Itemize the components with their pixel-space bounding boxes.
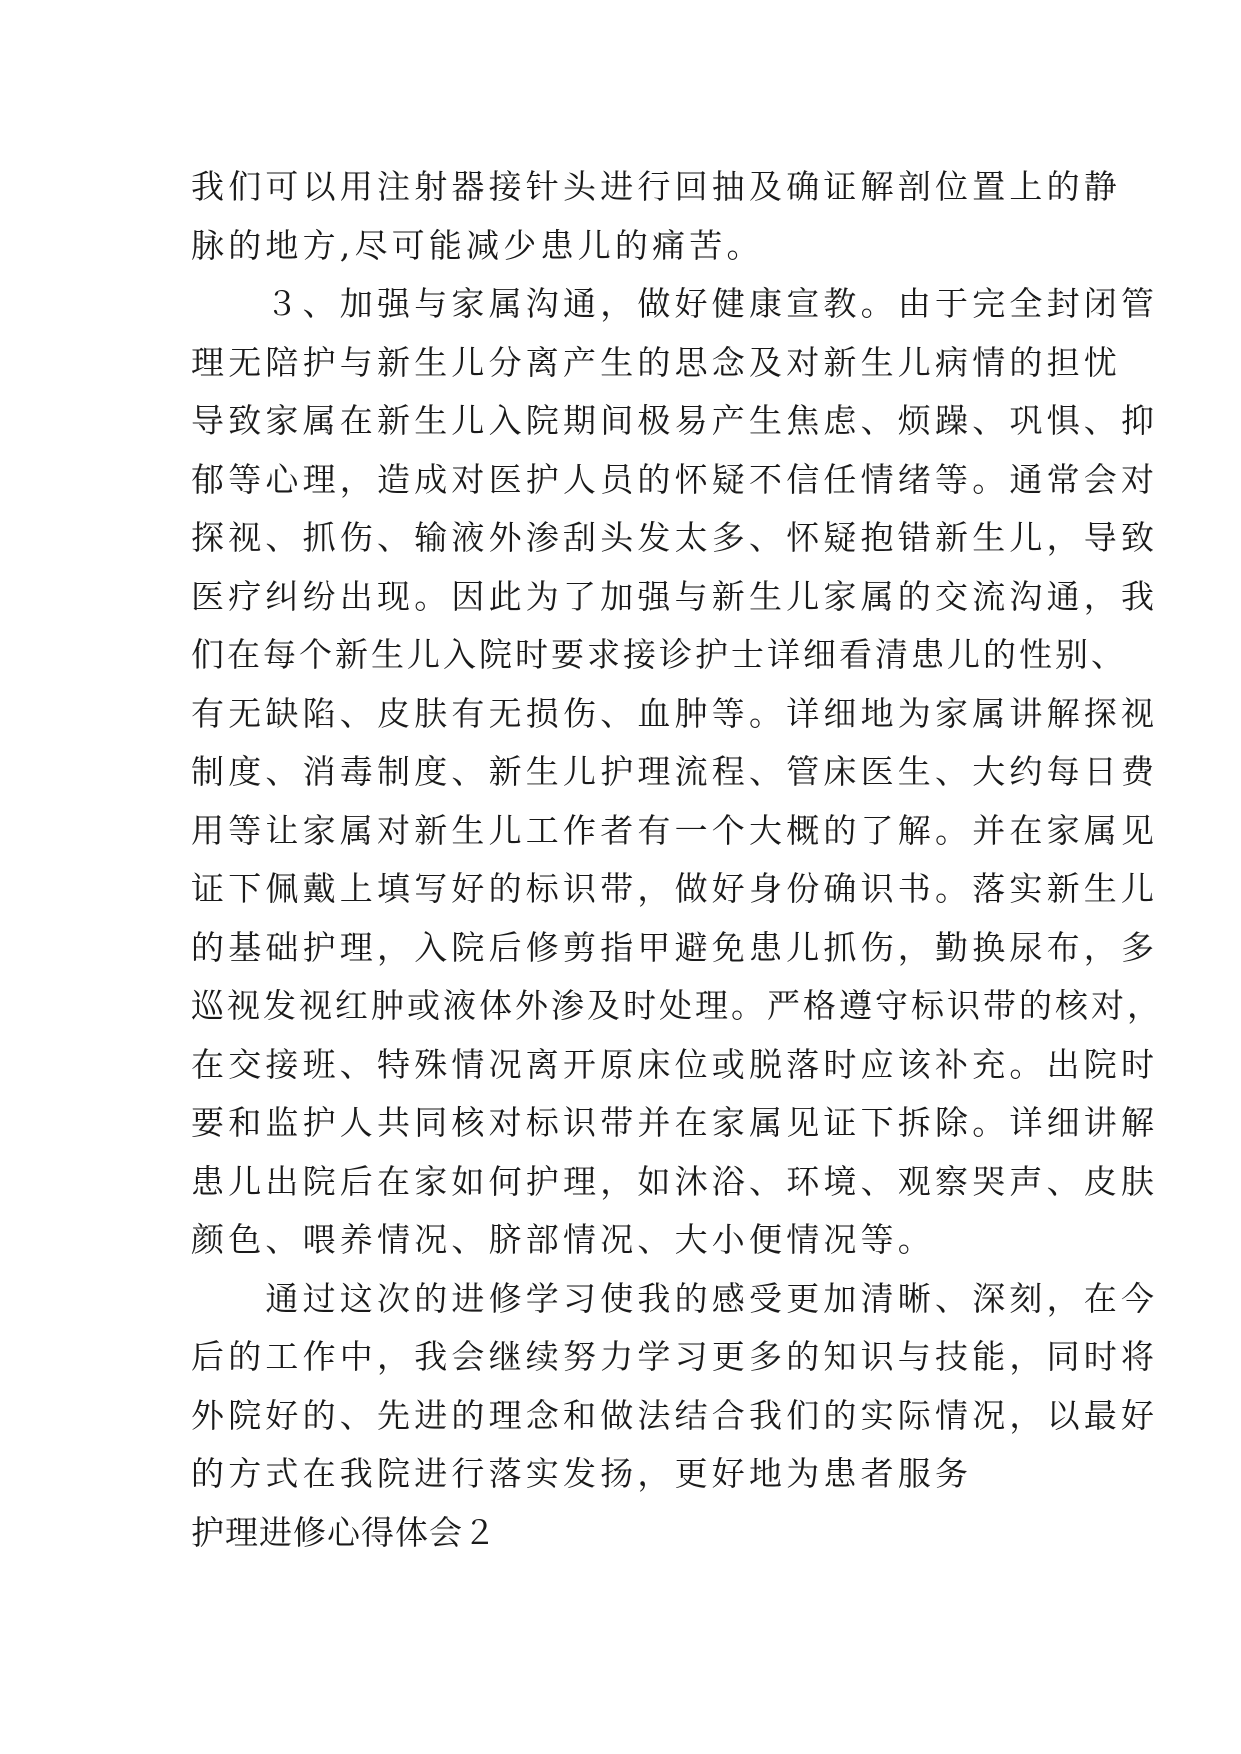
text-line: 医疗纠纷出现。因此为了加强与新生儿家属的交流沟通，我 — [191, 576, 1159, 616]
text-line: 的基础护理，入院后修剪指甲避免患儿抓伤，勤换尿布，多 — [191, 927, 1159, 967]
text-line: 制度、消毒制度、新生儿护理流程、管床医生、大约每日费 — [191, 752, 1159, 791]
text-line: 我们可以用注射器接针头进行回抽及确证解剖位置上的静 — [191, 167, 1121, 206]
text-line: 巡视发视红肿或液体外渗及时处理。严格遵守标识带的核对， — [191, 986, 1163, 1025]
body-text — [191, 158, 1163, 1562]
text-line: 探视、抓伤、输液外渗刮头发太多、怀疑抱错新生儿，导致 — [191, 518, 1159, 557]
text-line: 后的工作中，我会继续努力学习更多的知识与技能，同时将 — [191, 1337, 1159, 1376]
text-line: 要和监护人共同核对标识带并在家属见证下拆除。详细讲解 — [191, 1103, 1159, 1142]
text-line: 理无陪护与新生儿分离产生的思念及对新生儿病情的担忧 — [191, 342, 1121, 382]
text-line: 在交接班、特殊情况离开原床位或脱落时应该补充。出院时 — [191, 1044, 1159, 1084]
text-line: 导致家属在新生儿入院期间极易产生焦虑、烦躁、巩惧、抑 — [191, 401, 1159, 440]
text-line: 有无缺陷、皮肤有无损伤、血肿等。详细地为家属讲解探视 — [191, 693, 1159, 733]
text-line: ３、加强与家属沟通，做好健康宣教。由于完全封闭管 — [191, 284, 1159, 323]
text-line: 通过这次的进修学习使我的感受更加清晰、深刻，在今 — [191, 1278, 1159, 1318]
text-line: 颜色、喂养情况、脐部情况、大小便情况等。 — [191, 1220, 935, 1259]
text-line: 们在每个新生儿入院时要求接诊护士详细看清患儿的性别、 — [191, 635, 1127, 674]
text-line: 用等让家属对新生儿工作者有一个大概的了解。并在家属见 — [191, 810, 1159, 850]
text-line: 的方式在我院进行落实发扬，更好地为患者服务 — [191, 1454, 973, 1493]
text-line: 郁等心理，造成对医护人员的怀疑不信任情绪等。通常会对 — [191, 459, 1159, 499]
text-line: 脉的地方,尽可能减少患儿的痛苦。 — [191, 225, 764, 265]
text-line: 外院好的、先进的理念和做法结合我们的实际情况，以最好 — [191, 1395, 1159, 1435]
text-line: 证下佩戴上填写好的标识带，做好身份确识书。落实新生儿 — [191, 869, 1159, 908]
section-heading: 护理进修心得体会２ — [191, 1512, 497, 1552]
text-line: 患儿出院后在家如何护理，如沐浴、环境、观察哭声、皮肤 — [191, 1161, 1159, 1201]
